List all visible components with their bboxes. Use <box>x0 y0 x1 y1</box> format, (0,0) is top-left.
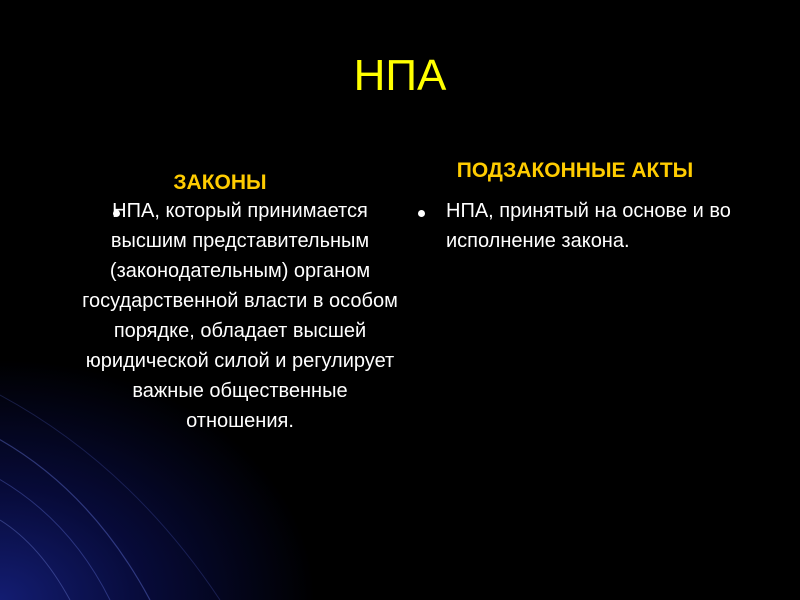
bylaws-definition: НПА, принятый на основе и во исполнение закона. <box>446 200 731 252</box>
laws-heading: ЗАКОНЫ <box>173 171 267 194</box>
bylaws-heading: ПОДЗАКОННЫЕ АКТЫ <box>456 159 694 182</box>
slide-title: НПА <box>353 51 447 100</box>
bullet-dot-right <box>418 210 425 217</box>
laws-definition: НПА, который принимается высшим представительным (законодательным) органом государственной власти в особом порядке, обладает высшей юридической силой и регулирует важные общественные отношения. <box>82 200 398 432</box>
